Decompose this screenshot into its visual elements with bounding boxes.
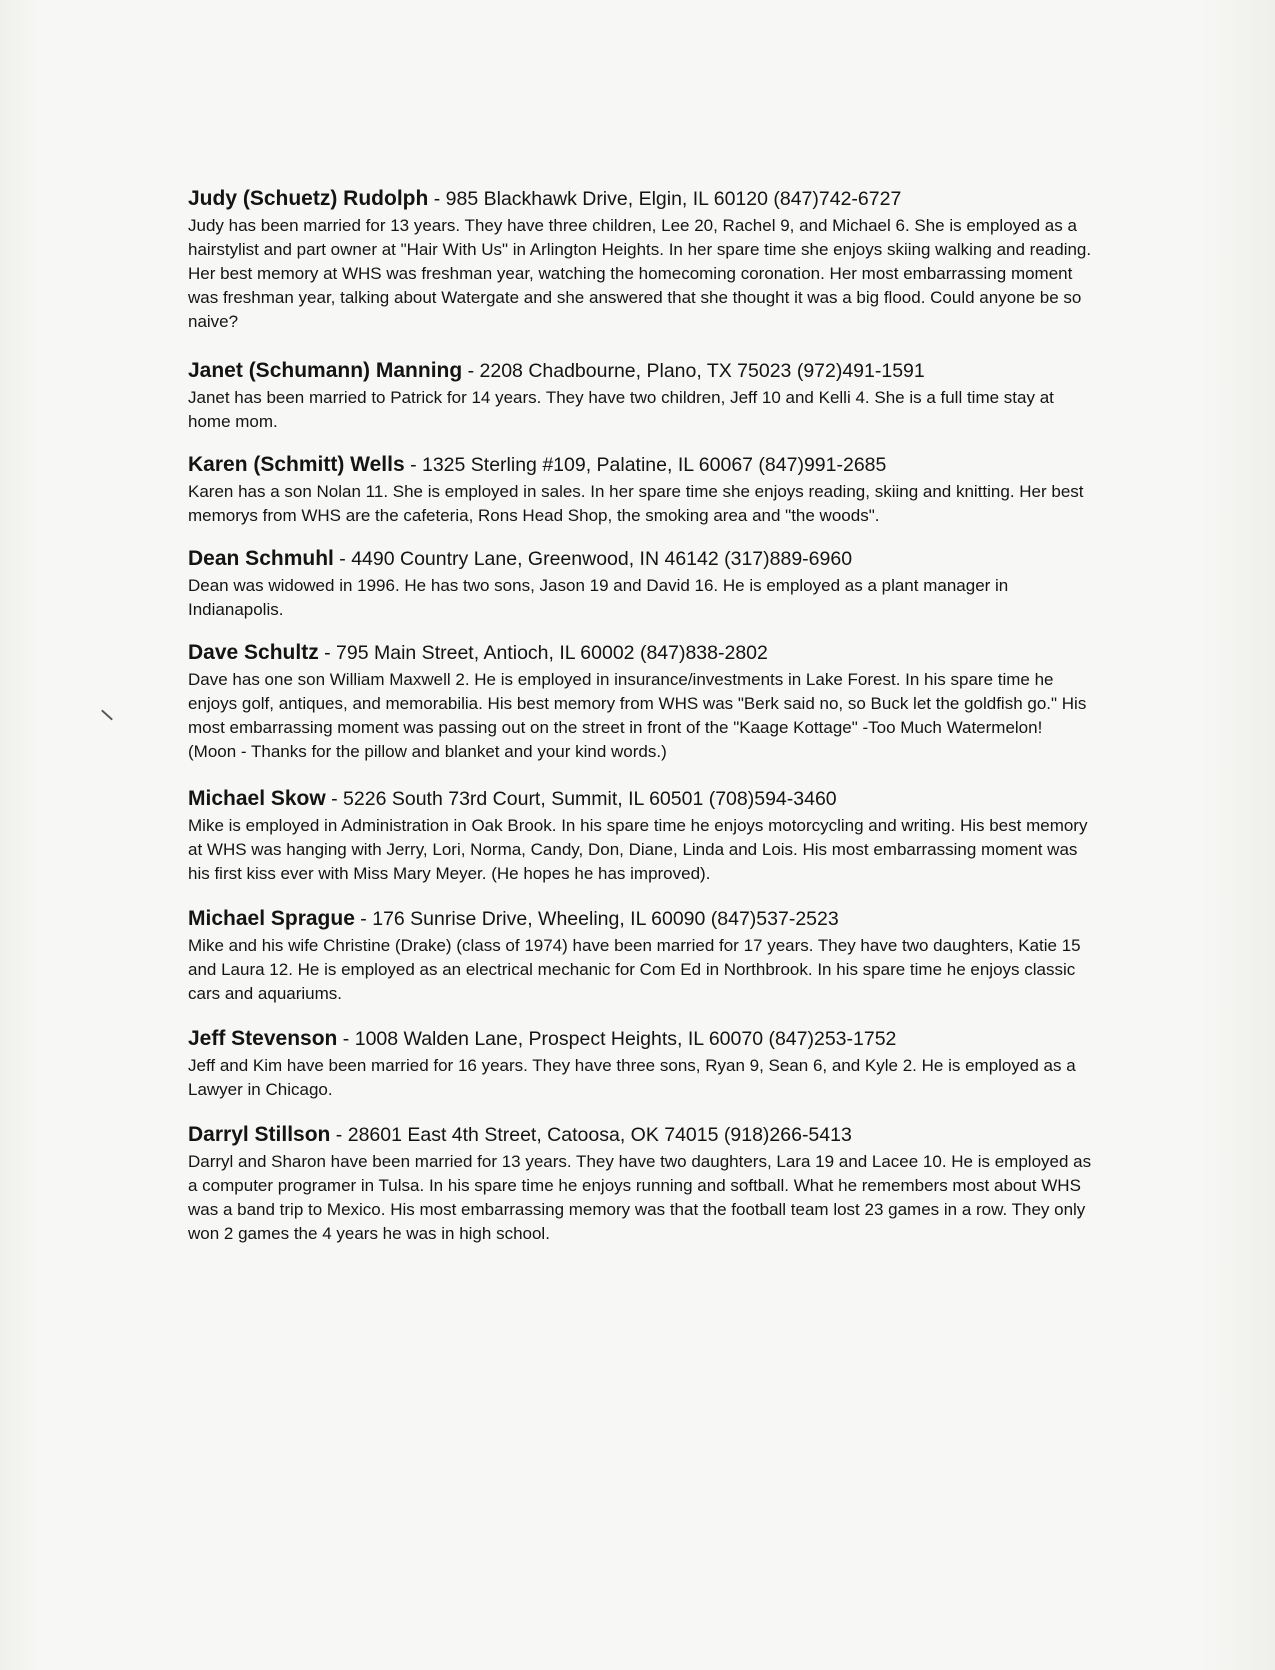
entry-contact: - 1008 Walden Lane, Prospect Heights, IL 60070 (847)253-1752 [337,1028,897,1050]
entry-bio: Mike is employed in Administration in Oak Brook. In his spare time he enjoys motorcycling and writing. His best memory at WHS was hanging with Jerry, Lori, Norma, Candy, Don, Diane, Linda and Lois. His most embarrassing moment was his first kiss ever with Miss Mary Meyer. (He hopes he has improved). [188,816,1088,883]
alumni-entry [188,906,1093,1006]
entry-name: Dave Schultz [188,641,319,664]
entry-name: Darryl Stillson [188,1123,331,1146]
entry-contact: - 1325 Sterling #109, Palatine, IL 60067 (847)991-2685 [404,454,887,476]
entry-heading [188,786,1093,812]
alumni-entry [188,546,1093,622]
alumni-entry [188,358,1093,434]
alumni-entry [188,1026,1093,1102]
entry-heading [188,186,1093,212]
entry-bio: Judy has been married for 13 years. They have three children, Lee 20, Rachel 9, and Michael 6. She is employed as a hairstylist and part owner at "Hair With Us" in Arlington Heights. In her spare time she enjoys skiing walking and reading. Her best memory at WHS was freshman year, watching the homecoming coronation. Her most embarrassing moment was freshman year, talking about Watergate and she answered that she thought it was a big flood. Could anyone be so naive? [188,216,1092,331]
entry-name: Michael Skow [188,787,326,810]
entry-name: Jeff Stevenson [188,1027,338,1050]
alumni-entry [188,640,1093,764]
entry-heading [188,1026,1093,1052]
entry-name: Dean Schmuhl [188,547,334,570]
entry-contact: - 28601 East 4th Street, Catoosa, OK 74015 (918)266-5413 [330,1124,852,1146]
entry-contact: - 2208 Chadbourne, Plano, TX 75023 (972)491-1591 [462,360,925,382]
entry-heading [188,1122,1093,1148]
entry-bio: Mike and his wife Christine (Drake) (class of 1974) have been married for 17 years. They have two daughters, Katie 15 and Laura 12. He is employed as an electrical mechanic for Com Ed in Northbrook. In his spare time he enjoys classic cars and aquariums. [188,936,1081,1003]
entry-heading [188,640,1093,666]
stray-pen-mark [101,710,113,721]
alumni-entry [188,786,1093,886]
entry-bio: Dave has one son William Maxwell 2. He is employed in insurance/investments in Lake Forest. In his spare time he enjoys golf, antiques, and memorabilia. His best memory from WHS was "Berk said no, so Buck let the goldfish go." His most embarrassing moment was passing out on the street in front of the "Kaage Kottage" -Too Much Watermelon! (Moon - Thanks for the pillow and blanket and your kind words.) [188,670,1087,761]
entry-heading [188,358,1093,384]
entry-heading [188,452,1093,478]
entry-contact: - 795 Main Street, Antioch, IL 60002 (847)838-2802 [318,642,768,664]
entry-bio: Dean was widowed in 1996. He has two sons, Jason 19 and David 16. He is employed as a plant manager in Indianapolis. [188,576,1009,619]
entry-bio: Jeff and Kim have been married for 16 years. They have three sons, Ryan 9, Sean 6, and Kyle 2. He is employed as a Lawyer in Chicago. [188,1056,1076,1099]
entry-bio: Darryl and Sharon have been married for 13 years. They have two daughters, Lara 19 and Lacee 10. He is employed as a computer programer in Tulsa. In his spare time he enjoys running and softball. What he remembers most about WHS was a band trip to Mexico. His most embarrassing memory was that the football team lost 23 games in a row. They only won 2 games the 4 years he was in high school. [188,1152,1092,1243]
entry-heading [188,546,1093,572]
entry-contact: - 985 Blackhawk Drive, Elgin, IL 60120 (847)742-6727 [428,188,902,210]
entry-name: Judy (Schuetz) Rudolph [188,187,429,210]
entry-name: Michael Sprague [188,907,355,930]
entry-contact: - 5226 South 73rd Court, Summit, IL 60501 (708)594-3460 [325,788,837,810]
entry-name: Karen (Schmitt) Wells [188,453,405,476]
entry-heading [188,906,1093,932]
alumni-entry [188,1122,1093,1246]
entry-contact: - 4490 Country Lane, Greenwood, IN 46142 (317)889-6960 [333,548,853,570]
alumni-entry [188,452,1093,528]
alumni-entry [188,186,1093,334]
entry-name: Janet (Schumann) Manning [188,359,463,382]
entry-contact: - 176 Sunrise Drive, Wheeling, IL 60090 (847)537-2523 [354,908,839,930]
entry-bio: Karen has a son Nolan 11. She is employed in sales. In her spare time she enjoys reading, skiing and knitting. Her best memorys from WHS are the cafeteria, Rons Head Shop, the smoking area and "the woods". [188,482,1084,525]
entry-bio: Janet has been married to Patrick for 14 years. They have two children, Jeff 10 and Kelli 4. She is a full time stay at home mom. [188,388,1054,431]
alumni-entries [188,186,1093,1246]
